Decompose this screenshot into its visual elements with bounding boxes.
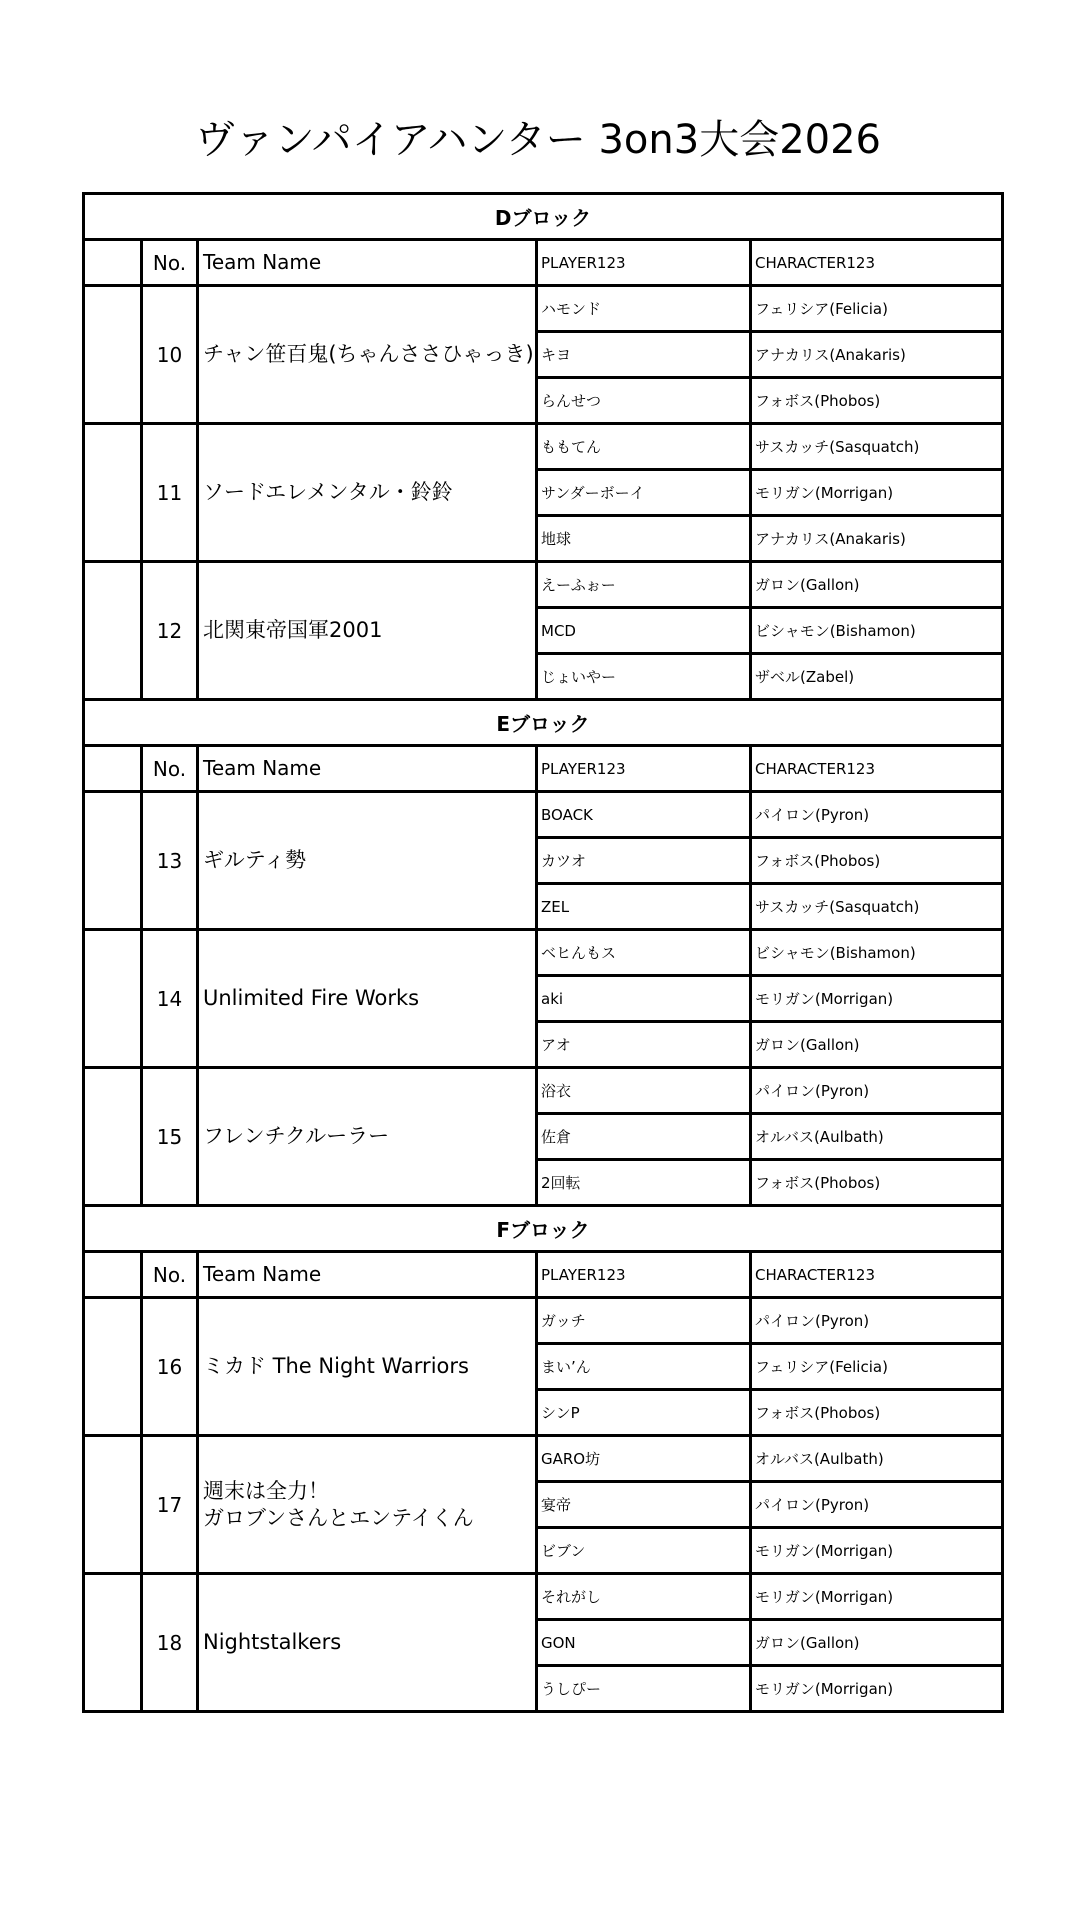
character-name: パイロン(Pyron) xyxy=(751,1482,1003,1528)
character-name: モリガン(Morrigan) xyxy=(751,1574,1003,1620)
block-header-row xyxy=(84,194,1003,240)
character-name: アナカリス(Anakaris) xyxy=(751,516,1003,562)
blank-cell xyxy=(84,240,142,286)
team-name: フレンチクルーラー xyxy=(198,1068,537,1206)
team-number: 18 xyxy=(142,1574,198,1712)
character-name: モリガン(Morrigan) xyxy=(751,1528,1003,1574)
player-name: ZEL xyxy=(537,884,751,930)
header-character: CHARACTER123 xyxy=(751,240,1003,286)
player-name: じょいやー xyxy=(537,654,751,700)
table-row xyxy=(84,1574,1003,1620)
character-name: ビシャモン(Bishamon) xyxy=(751,930,1003,976)
team-name: ミカド The Night Warriors xyxy=(198,1298,537,1436)
character-name: フォボス(Phobos) xyxy=(751,1160,1003,1206)
page-title: ヴァンパイアハンター 3on3大会2026 xyxy=(194,117,882,163)
blank-cell xyxy=(84,930,142,1068)
character-name: フォボス(Phobos) xyxy=(751,838,1003,884)
blank-cell xyxy=(84,1298,142,1436)
player-name: MCD xyxy=(537,608,751,654)
column-header-row xyxy=(84,746,1003,792)
player-name: まい’ん xyxy=(537,1344,751,1390)
blank-cell xyxy=(84,1436,142,1574)
blank-cell xyxy=(84,286,142,424)
team-name: チャン笹百鬼(ちゃんささひゃっき) xyxy=(198,286,537,424)
table-row xyxy=(84,562,1003,608)
team-number: 16 xyxy=(142,1298,198,1436)
team-name: ギルティ勢 xyxy=(198,792,537,930)
header-player: PLAYER123 xyxy=(537,1252,751,1298)
player-name: ベヒんもス xyxy=(537,930,751,976)
blank-cell xyxy=(84,746,142,792)
table-row xyxy=(84,424,1003,470)
character-name: フォボス(Phobos) xyxy=(751,1390,1003,1436)
table-row xyxy=(84,1298,1003,1344)
character-name: パイロン(Pyron) xyxy=(751,792,1003,838)
player-name: 浴衣 xyxy=(537,1068,751,1114)
character-name: サスカッチ(Sasquatch) xyxy=(751,424,1003,470)
header-team-name: Team Name xyxy=(198,746,537,792)
player-name: 地球 xyxy=(537,516,751,562)
blank-cell xyxy=(84,424,142,562)
blank-cell xyxy=(84,562,142,700)
team-number: 15 xyxy=(142,1068,198,1206)
player-name: キヨ xyxy=(537,332,751,378)
column-header-row xyxy=(84,1252,1003,1298)
team-name: Unlimited Fire Works xyxy=(198,930,537,1068)
header-no: No. xyxy=(142,1252,198,1298)
character-name: フォボス(Phobos) xyxy=(751,378,1003,424)
block-title: Eブロック xyxy=(84,700,1003,746)
table-row xyxy=(84,930,1003,976)
header-team-name: Team Name xyxy=(198,240,537,286)
block-header-row xyxy=(84,1206,1003,1252)
table-row xyxy=(84,1436,1003,1482)
character-name: ザベル(Zabel) xyxy=(751,654,1003,700)
player-name: GARO坊 xyxy=(537,1436,751,1482)
player-name: ガッチ xyxy=(537,1298,751,1344)
player-name: らんせつ xyxy=(537,378,751,424)
character-name: パイロン(Pyron) xyxy=(751,1068,1003,1114)
character-name: モリガン(Morrigan) xyxy=(751,470,1003,516)
header-no: No. xyxy=(142,240,198,286)
player-name: それがし xyxy=(537,1574,751,1620)
character-name: パイロン(Pyron) xyxy=(751,1298,1003,1344)
roster-table xyxy=(82,192,1004,1713)
block-header-row xyxy=(84,700,1003,746)
player-name: BOACK xyxy=(537,792,751,838)
blank-cell xyxy=(84,792,142,930)
team-number: 14 xyxy=(142,930,198,1068)
table-row xyxy=(84,286,1003,332)
column-header-row xyxy=(84,240,1003,286)
header-no: No. xyxy=(142,746,198,792)
character-name: モリガン(Morrigan) xyxy=(751,976,1003,1022)
header-player: PLAYER123 xyxy=(537,240,751,286)
team-number: 10 xyxy=(142,286,198,424)
team-name: ソードエレメンタル・鈴鈴 xyxy=(198,424,537,562)
character-name: ガロン(Gallon) xyxy=(751,1022,1003,1068)
team-name: 北関東帝国軍2001 xyxy=(198,562,537,700)
character-name: モリガン(Morrigan) xyxy=(751,1666,1003,1712)
blank-cell xyxy=(84,1068,142,1206)
character-name: フェリシア(Felicia) xyxy=(751,1344,1003,1390)
header-character: CHARACTER123 xyxy=(751,746,1003,792)
player-name: 宴帝 xyxy=(537,1482,751,1528)
player-name: ももてん xyxy=(537,424,751,470)
player-name: うしぴー xyxy=(537,1666,751,1712)
team-number: 13 xyxy=(142,792,198,930)
character-name: ビシャモン(Bishamon) xyxy=(751,608,1003,654)
blank-cell xyxy=(84,1252,142,1298)
character-name: ガロン(Gallon) xyxy=(751,1620,1003,1666)
character-name: サスカッチ(Sasquatch) xyxy=(751,884,1003,930)
player-name: ビブン xyxy=(537,1528,751,1574)
team-number: 11 xyxy=(142,424,198,562)
team-number: 17 xyxy=(142,1436,198,1574)
character-name: オルバス(Aulbath) xyxy=(751,1114,1003,1160)
header-character: CHARACTER123 xyxy=(751,1252,1003,1298)
player-name: アオ xyxy=(537,1022,751,1068)
header-team-name: Team Name xyxy=(198,1252,537,1298)
player-name: サンダーボーイ xyxy=(537,470,751,516)
player-name: シンP xyxy=(537,1390,751,1436)
team-name: 週末は全力！ ガロブンさんとエンテイくん xyxy=(198,1436,537,1574)
blank-cell xyxy=(84,1574,142,1712)
player-name: 佐倉 xyxy=(537,1114,751,1160)
header-player: PLAYER123 xyxy=(537,746,751,792)
block-title: Dブロック xyxy=(84,194,1003,240)
team-number: 12 xyxy=(142,562,198,700)
character-name: ガロン(Gallon) xyxy=(751,562,1003,608)
player-name: カツオ xyxy=(537,838,751,884)
character-name: オルバス(Aulbath) xyxy=(751,1436,1003,1482)
table-row xyxy=(84,1068,1003,1114)
block-title: Fブロック xyxy=(84,1206,1003,1252)
player-name: 2回転 xyxy=(537,1160,751,1206)
character-name: フェリシア(Felicia) xyxy=(751,286,1003,332)
team-name: Nightstalkers xyxy=(198,1574,537,1712)
player-name: aki xyxy=(537,976,751,1022)
player-name: GON xyxy=(537,1620,751,1666)
player-name: ハモンド xyxy=(537,286,751,332)
character-name: アナカリス(Anakaris) xyxy=(751,332,1003,378)
player-name: えーふぉー xyxy=(537,562,751,608)
table-row xyxy=(84,792,1003,838)
